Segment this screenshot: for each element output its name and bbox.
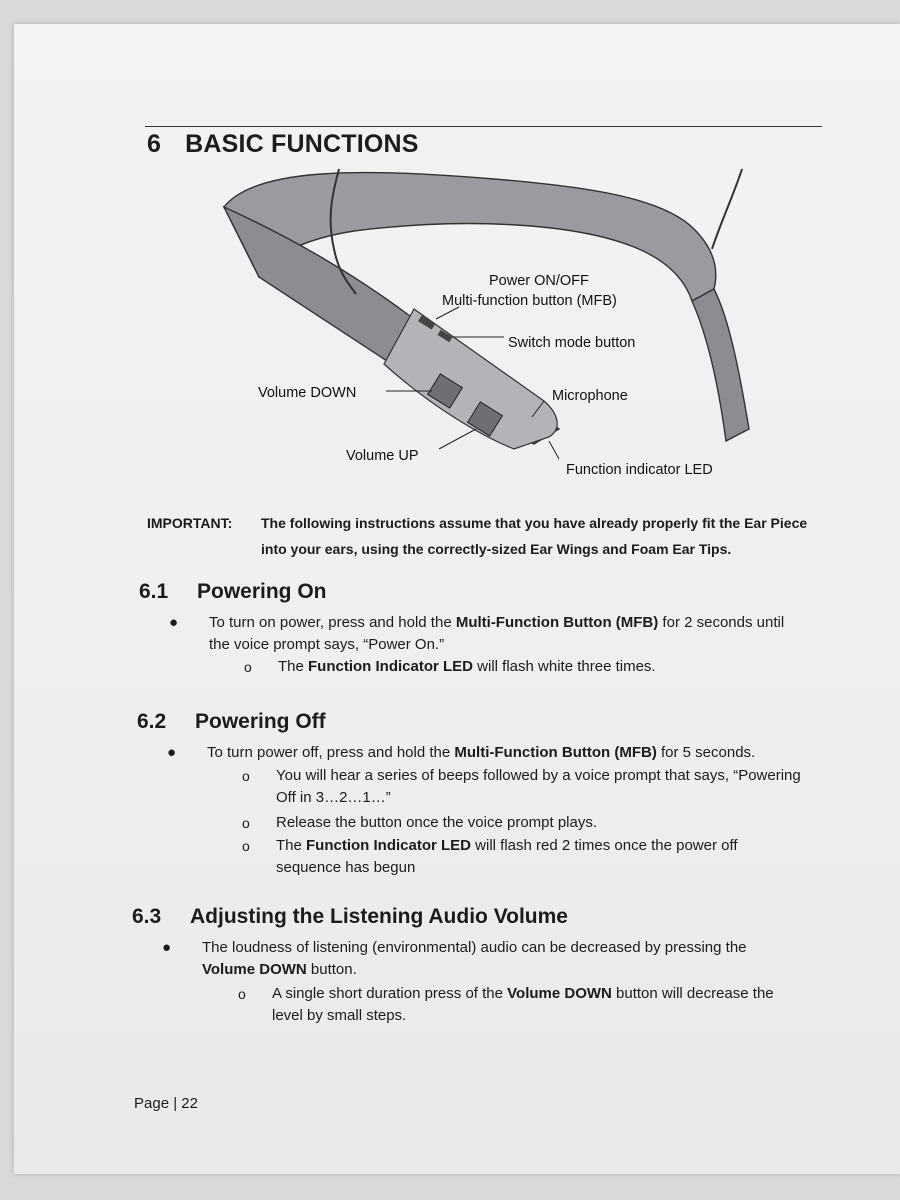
section-number: 6.1 — [139, 580, 169, 603]
label-switch-mode: Switch mode button — [508, 335, 636, 351]
label-power-line2: Multi-function button (MFB) — [442, 293, 617, 309]
important-text: The following instructions assume that you have already properly fit the Ear Piece into your ears, using the correctly-sized Ear Wings and Foam Ear Tips. — [261, 515, 808, 557]
sub-bullet-glyph: o — [242, 815, 250, 831]
bullet-6-1: ● To turn on power, press and hold the Multi-Function Button (MFB) for 2 seconds until the voice prompt says, “Power On.” — [169, 614, 785, 653]
section-number: 6.3 — [132, 905, 162, 928]
section-heading-6-1 — [139, 580, 327, 604]
bullet-glyph: ● — [169, 614, 179, 631]
sub-6-2-c: o The Function Indicator LED will flash red 2 times once the power off sequence has begun — [242, 837, 738, 876]
label-led: Function indicator LED — [566, 462, 713, 478]
sub-bullet-glyph: o — [238, 986, 246, 1002]
neckband-diagram — [214, 159, 804, 489]
sub-bullet-glyph: o — [242, 838, 250, 854]
header-rule — [145, 126, 822, 127]
control-panel — [384, 309, 557, 449]
important-tag: IMPORTANT: — [147, 515, 233, 531]
section-heading-6-2 — [137, 710, 326, 734]
led-leader — [549, 441, 559, 459]
sub-bullet-glyph: o — [244, 659, 252, 675]
section-title: Powering On — [197, 580, 327, 603]
sub-6-3-a: o A single short duration press of the Volume DOWN button will decrease the level by small steps. — [238, 985, 774, 1024]
label-power-line1: Power ON/OFF — [489, 273, 589, 289]
sub-6-2-a: o You will hear a series of beeps followed by a voice prompt that says, “Powering Off in 3…2…1…” — [242, 767, 801, 806]
bullet-6-3: ● The loudness of listening (environmental) audio can be decreased by pressing the Volume DOWN button. — [162, 939, 747, 978]
right-cable — [712, 169, 742, 249]
neckband-right-arm — [692, 289, 749, 441]
chapter-number: 6 — [147, 130, 162, 158]
section-title: Powering Off — [195, 710, 326, 733]
sub-6-1-a: o The Function Indicator LED will flash white three times. — [278, 656, 798, 678]
chapter-title — [147, 130, 419, 159]
neckband-illustration — [214, 159, 804, 489]
label-volume-up: Volume UP — [346, 448, 419, 464]
bullet-6-2: ● To turn power off, press and hold the Multi-Function Button (MFB) for 5 seconds. — [207, 742, 807, 764]
section-title: Adjusting the Listening Audio Volume — [190, 905, 568, 928]
manual-page — [14, 24, 900, 1174]
label-microphone: Microphone — [552, 388, 628, 404]
section-heading-6-3 — [132, 905, 568, 929]
bullet-glyph: ● — [162, 939, 172, 956]
sub-bullet-glyph: o — [242, 768, 250, 784]
volup-leader — [439, 429, 476, 449]
chapter-title-text: BASIC FUNCTIONS — [185, 130, 419, 158]
sub-6-2-b: o Release the button once the voice prompt plays. — [276, 812, 801, 834]
bullet-glyph: ● — [167, 744, 177, 761]
section-number: 6.2 — [137, 710, 167, 733]
label-volume-down: Volume DOWN — [258, 385, 357, 401]
page-footer: Page | 22 — [134, 1095, 198, 1112]
